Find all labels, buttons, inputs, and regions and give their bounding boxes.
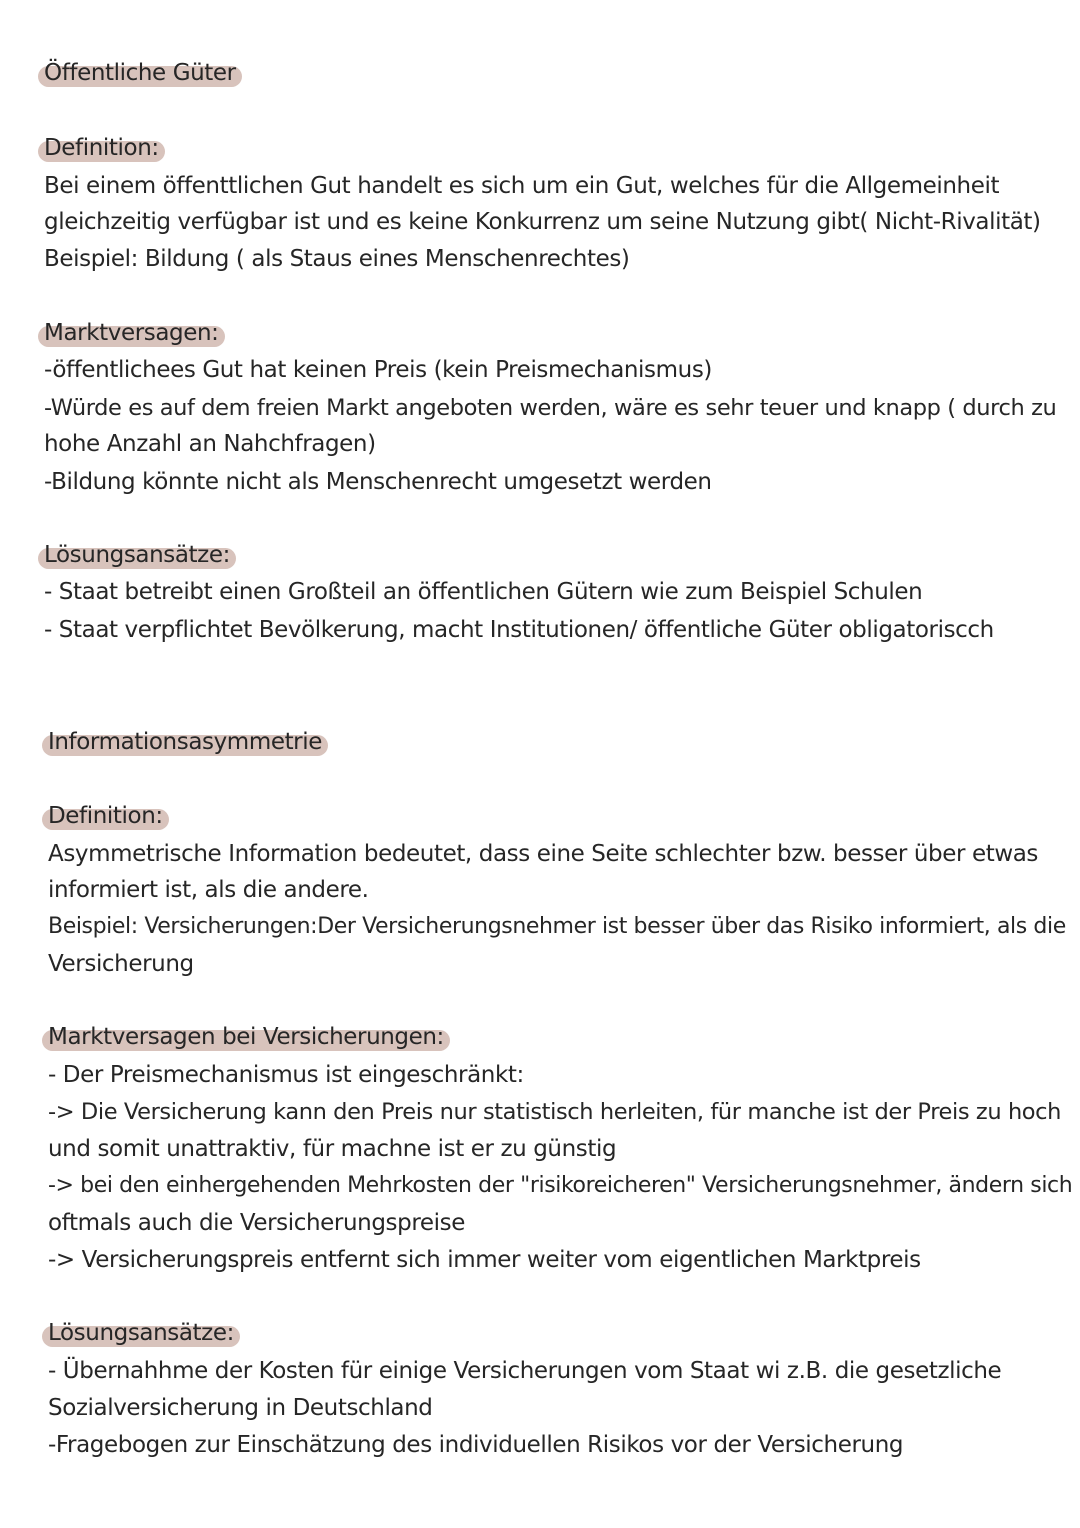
section2-definition-line: Versicherung <box>48 951 194 977</box>
section2-loesungsansaetze-label: Lösungsansätze: <box>48 1320 234 1346</box>
section1-definition-line: Bei einem öffenttlichen Gut handelt es sich um ein Gut, welches für die Allgemeinheit <box>44 173 1000 199</box>
section1-loesungsansaetze-label: Lösungsansätze: <box>44 542 230 568</box>
section1-marktversagen-line: -Bildung könnte nicht als Menschenrecht umgesetzt werden <box>44 469 712 495</box>
section2-definition-line: informiert ist, als die andere. <box>48 877 369 903</box>
section2-loesungsansaetze-line: Sozialversicherung in Deutschland <box>48 1395 433 1421</box>
section2-definition-line: Beispiel: Versicherungen:Der Versicherungsnehmer ist besser über das Risiko informiert, als die <box>48 914 1066 939</box>
section2-definition-label: Definition: <box>48 803 163 829</box>
section1-marktversagen-line: hohe Anzahl an Nahchfragen) <box>44 431 376 457</box>
section2-marktversagen-line: und somit unattraktiv, für machne ist er zu günstig <box>48 1136 617 1162</box>
section1-loesungsansaetze-line: - Staat verpflichtet Bevölkerung, macht Institutionen/ öffentliche Güter obligatoriscch <box>44 617 994 643</box>
section1-heading: Öffentliche Güter <box>44 60 236 86</box>
section2-marktversagen-line: -> bei den einhergehenden Mehrkosten der "risikoreicheren" Versicherungsnehmer, ändern sich <box>48 1173 1073 1198</box>
section2-loesungsansaetze-line: -Fragebogen zur Einschätzung des individuellen Risikos vor der Versicherung <box>48 1432 904 1458</box>
section1-definition-label: Definition: <box>44 135 159 161</box>
section2-marktversagen-label: Marktversagen bei Versicherungen: <box>48 1024 444 1050</box>
section2-definition-line: Asymmetrische Information bedeutet, dass eine Seite schlechter bzw. besser über etwas <box>48 841 1039 867</box>
section2-loesungsansaetze-line: - Übernahhme der Kosten für einige Versicherungen vom Staat wi z.B. die gesetzliche <box>48 1358 1002 1384</box>
section1-definition-line: Beispiel: Bildung ( als Staus eines Menschenrechtes) <box>44 246 630 272</box>
section2-marktversagen-line: oftmals auch die Versicherungspreise <box>48 1210 465 1236</box>
section2-heading: Informationsasymmetrie <box>48 729 322 755</box>
section1-loesungsansaetze-line: - Staat betreibt einen Großteil an öffentlichen Gütern wie zum Beispiel Schulen <box>44 579 923 605</box>
section1-marktversagen-label: Marktversagen: <box>44 320 219 346</box>
section1-marktversagen-line: -öffentlichees Gut hat keinen Preis (kein Preismechanismus) <box>44 357 712 383</box>
section2-marktversagen-line: - Der Preismechanismus ist eingeschränkt: <box>48 1062 524 1088</box>
section1-definition-line: gleichzeitig verfügbar ist und es keine Konkurrenz um seine Nutzung gibt( Nicht-Rivalität) <box>44 209 1041 235</box>
section2-marktversagen-line: -> Versicherungspreis entfernt sich immer weiter vom eigentlichen Marktpreis <box>48 1247 921 1273</box>
section2-marktversagen-line: -> Die Versicherung kann den Preis nur statistisch herleiten, für manche ist der Preis zu hoch <box>48 1099 1062 1125</box>
section1-marktversagen-line: -Würde es auf dem freien Markt angeboten werden, wäre es sehr teuer und knapp ( durch zu <box>44 395 1057 421</box>
